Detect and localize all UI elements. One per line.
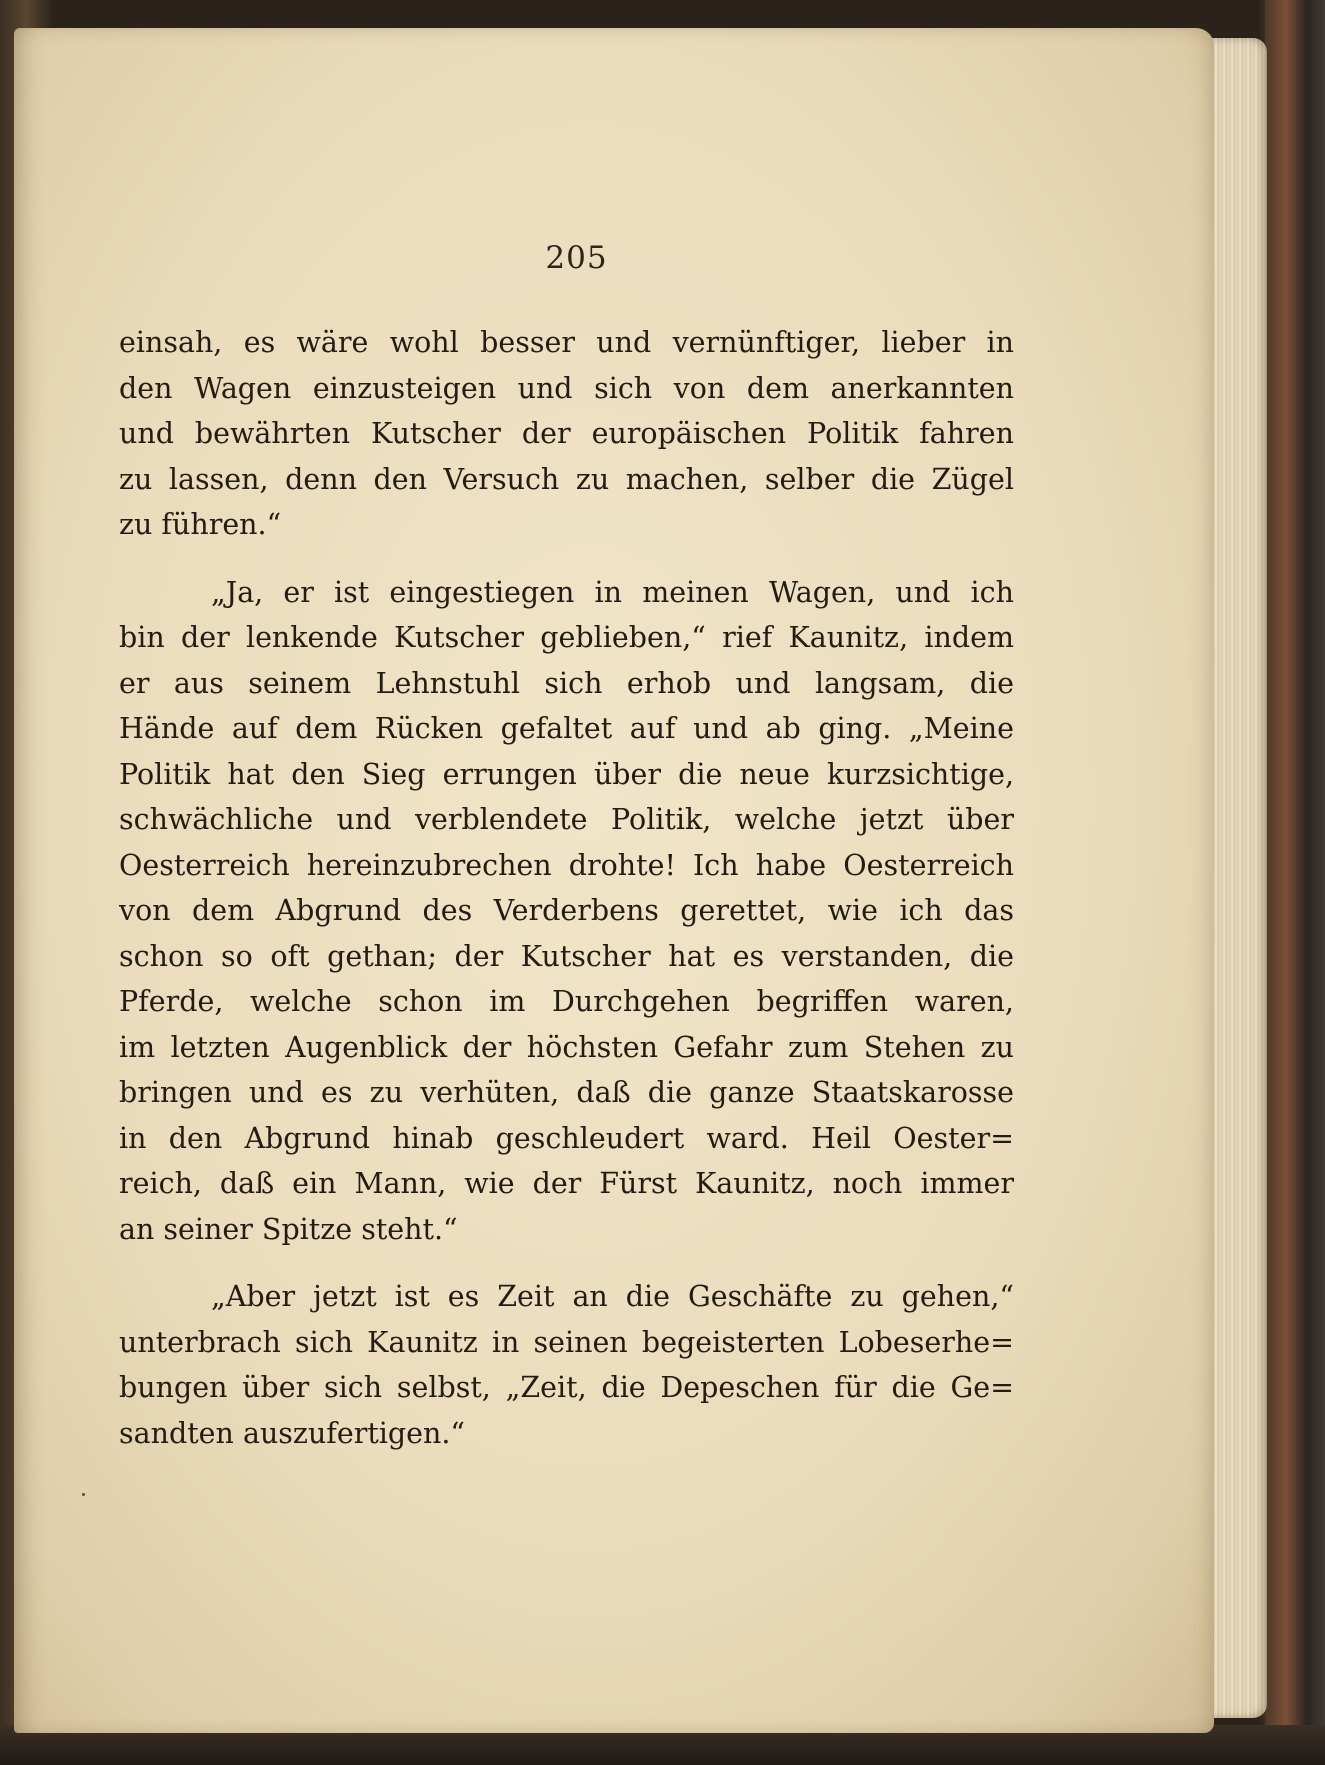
text-line: „Ja, er ist eingestiegen in meinen Wagen, und ich — [211, 575, 1014, 609]
text-line: zu lassen, denn den Versuch zu machen, selber die Zügel — [119, 462, 1014, 496]
text-line: und bewährten Kutscher der europäischen Politik fahren — [119, 417, 1014, 450]
text-line: von dem Abgrund des Verderbens gerettet, wie ich das — [119, 894, 1014, 927]
text-line: sandten auszufertigen.“ — [119, 1416, 465, 1450]
text-line: den Wagen einzusteigen und sich von dem anerkannten — [119, 371, 1014, 405]
text-line: im letzten Augenblick der höchsten Gefahr zum Stehen zu — [119, 1030, 1014, 1064]
book-cover-edge — [1265, 0, 1325, 1765]
text-line: schwächliche und verblendete Politik, welche jetzt über — [119, 803, 1014, 836]
paragraph-3 — [119, 1274, 1014, 1456]
text-line: Oesterreich hereinzubrechen drohte! Ich habe Oesterreich — [119, 848, 1014, 882]
paper-speck — [82, 1493, 85, 1496]
text-line: schon so oft gethan; der Kutscher hat es verstanden, die — [119, 939, 1014, 973]
text-line: bringen und es zu verhüten, daß die ganze Staatskarosse — [119, 1076, 1014, 1109]
text-line: einsah, es wäre wohl besser und vernünftiger, lieber in — [119, 326, 1014, 359]
text-line: reich, daß ein Mann, wie der Fürst Kaunitz, noch immer — [119, 1167, 1014, 1200]
text-line: Pferde, welche schon im Durchgehen begriffen waren, — [119, 985, 1014, 1018]
text-line: in den Abgrund hinab geschleudert ward. Heil Oester= — [119, 1121, 1014, 1155]
text-line: bin der lenkende Kutscher geblieben,“ rief Kaunitz, indem — [119, 621, 1014, 654]
text-line: Politik hat den Sieg errungen über die neue kurzsichtige, — [119, 757, 1014, 791]
text-line: bungen über sich selbst, „Zeit, die Depeschen für die Ge= — [119, 1371, 1014, 1404]
paragraph-2 — [119, 570, 1014, 1253]
text-line: zu führen.“ — [119, 508, 282, 541]
paragraph-1 — [119, 320, 1014, 548]
page-number: 205 — [545, 240, 608, 276]
text-line: Hände auf dem Rücken gefaltet auf und ab ging. „Meine — [119, 712, 1014, 745]
text-line: an seiner Spitze steht.“ — [119, 1212, 458, 1246]
text-line: er aus seinem Lehnstuhl sich erhob und langsam, die — [119, 666, 1014, 700]
body-text — [119, 320, 1014, 1478]
text-line: „Aber jetzt ist es Zeit an die Geschäfte zu gehen,“ — [211, 1280, 1014, 1313]
text-line: unterbrach sich Kaunitz in seinen begeisterten Lobeserhe= — [119, 1325, 1014, 1359]
page — [14, 28, 1214, 1733]
